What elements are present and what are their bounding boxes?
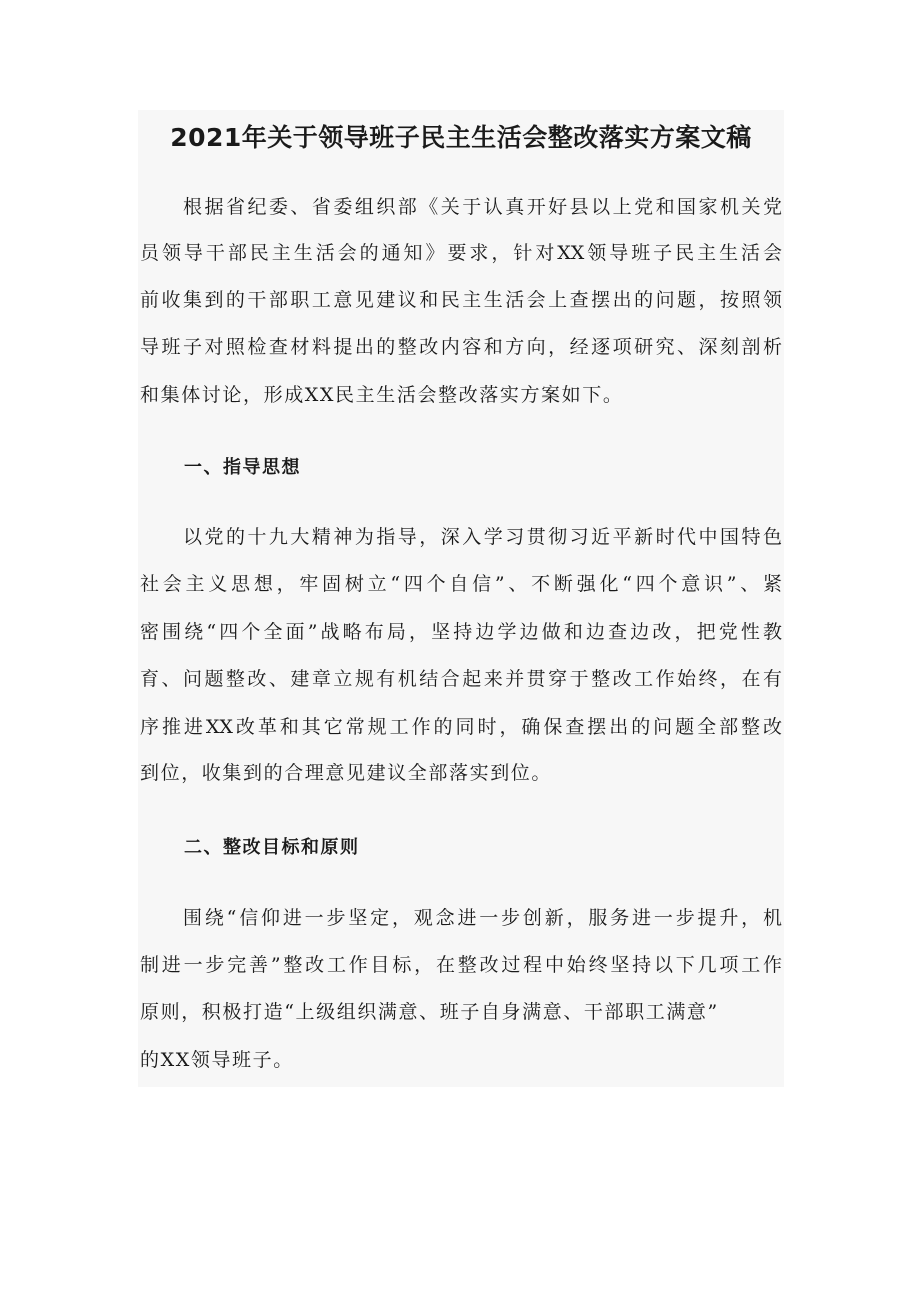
intro-line: 员领导干部民主生活会的通知》要求，针对XX领导班子民主生活会	[140, 242, 782, 264]
paragraph-line: 社会主义思想，牢固树立“四个自信”、不断强化“四个意识”、紧	[140, 573, 782, 595]
paragraph-line: 原则，积极打造“上级组织满意、班子自身满意、干部职工满意”	[140, 1001, 719, 1023]
intro-line: 导班子对照检查材料提出的整改内容和方向，经逐项研究、深刻剖析	[140, 336, 782, 358]
intro-line: 和集体讨论，形成XX民主生活会整改落实方案如下。	[140, 384, 624, 406]
intro-line: 前收集到的干部职工意见建议和民主生活会上查摆出的问题，按照领	[140, 289, 782, 311]
paragraph-line: 以党的十九大精神为指导，深入学习贯彻习近平新时代中国特色	[183, 526, 782, 548]
paragraph-line: 密围绕“四个全面”战略布局，坚持边学边做和边查边改，把党性教	[140, 621, 782, 643]
paragraph-line: 到位，收集到的合理意见建议全部落实到位。	[140, 762, 553, 784]
paragraph-line: 围绕“信仰进一步坚定，观念进一步创新，服务进一步提升，机	[183, 907, 782, 929]
intro-line: 根据省纪委、省委组织部《关于认真开好县以上党和国家机关党	[183, 196, 782, 218]
document-title: 2021年关于领导班子民主生活会整改落实方案文稿	[170, 123, 752, 152]
section-heading: 一、指导思想	[184, 457, 301, 478]
paragraph-line: 的XX领导班子。	[140, 1049, 294, 1071]
paragraph-line: 序推进XX改革和其它常规工作的同时，确保查摆出的问题全部整改	[140, 716, 782, 738]
paragraph-line: 制进一步完善”整改工作目标，在整改过程中始终坚持以下几项工作	[140, 954, 782, 976]
section-heading: 二、整改目标和原则	[184, 837, 360, 858]
paragraph-line: 育、问题整改、建章立规有机结合起来并贯穿于整改工作始终，在有	[140, 668, 782, 690]
